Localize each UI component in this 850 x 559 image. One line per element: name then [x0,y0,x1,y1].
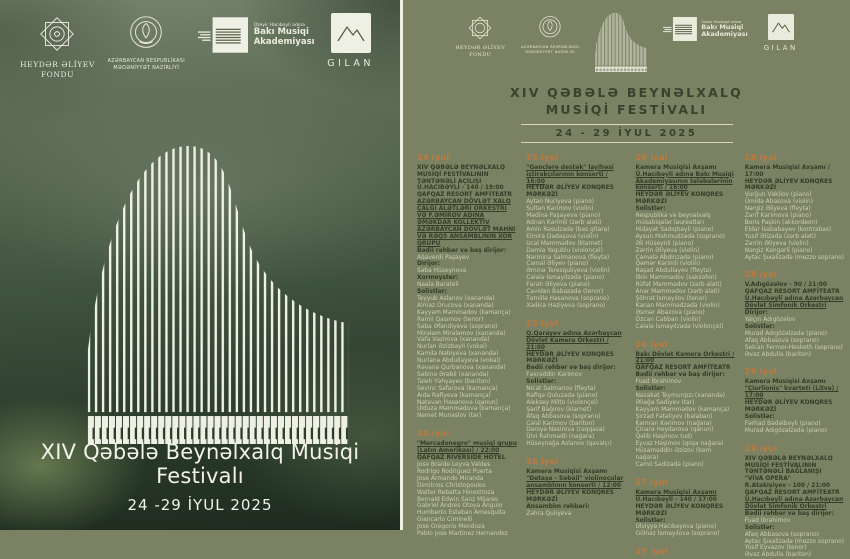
program-column [636,153,736,559]
event-line: Bernald Edwin Sanz Mijares [417,496,499,503]
event-line: Solistlər: [526,379,557,386]
event-line: Nəzakət Teymurqızı (xanəndə) [635,392,726,399]
event-line: Sultan Kərimov (violin) [526,206,594,213]
event-block [745,153,845,262]
event-date: 26 iyul [526,457,559,467]
event-line: Qəlib Həşimov (ud) [635,434,693,441]
ministry-label [521,45,579,55]
program-title [403,85,850,119]
event-line: Nərgiz Kəngərli (piano) [744,247,813,254]
event-line: Solistlər: [744,323,775,330]
event-line: HEYDƏR ƏLİYEV KONQRES MƏRKƏZİ [635,503,724,517]
event-line: Adnan Kərimli (zərb aləti) [526,220,602,226]
ornament-star-icon [466,14,494,42]
ministry-label-line2: MƏDƏNİYYƏT NAZİRLİYİ [525,50,575,55]
event-line: QAFQAZ RESORT AMFİTEATR [417,192,512,199]
event-line: Ü.Hacıbəyli - 140 / 17:00 [635,496,717,503]
event-block [636,153,736,331]
event-line: Boris Paşkin (akkordeon) [744,220,818,226]
event-line: Nətəvan Həsənova (qanun) [417,399,498,406]
event-date: 29 iyul [744,443,778,453]
fund-label-line2: FONDU [469,51,492,58]
event-line: Kənan Məmmədzadə (violin) [635,302,720,309]
program-columns [403,143,850,559]
event-line: Ü.Hacıbəyli adına Azərbaycan Dövlət Simfonik Orkestri [744,497,844,510]
event-date: 25 iyul [526,152,559,162]
event-line: Mədinə Paşayeva (piano) [526,213,601,220]
event-line: Ü.Hacıbəyli adına Bakı Musiqi Akademiyasının tələbələrinin konserti / 16:00 [635,171,734,192]
event-line: Yalçın Adıgözəlov [744,316,796,323]
event-line: Giancarlo Ciminelli [417,517,473,524]
event-line: Respublika və beynəlxalq müsabiqələr laureatları [635,213,711,226]
event-line: Fuad İbrahimov [635,379,682,386]
event-line: Aleksey Milto (violonçel) [526,399,598,406]
event-line: QAFQAZ RİVERSİDE HOTEL [417,455,506,462]
event-line: Humberto Esteban Amesquita [417,510,506,517]
event-line: Yusif Əlizadə (zərb aləti) [744,233,817,240]
event-line: Xədicə Həziyeva (soprano) [526,302,606,309]
event-line: İlkin Məmmədov (saksofon) [635,275,717,282]
culture-ministry-logo-small [521,14,579,55]
event-line: Vəfa Vəzirova (xanəndə) [417,337,490,344]
event-line: "Mercadonegro" musiqi qrupu (Latın Amerikası) / 22:00 [417,441,517,455]
arch-stripes [88,146,348,412]
piano-arch-graphic [82,92,354,444]
event-line: Səbinə Ərəbli (xanəndə) [417,371,489,378]
event-line: Cəlalə İsmayılzadə (piano) [526,275,605,282]
event-line: Aysun Mahmudzadə (soprano) [635,233,725,240]
program-column [745,153,845,559]
staff-lines-icon [198,17,248,53]
event-line: Əvəz Abdulla (bariton) [744,552,812,559]
event-line: Jose Gregorio Mendoza [417,524,485,531]
event-line: Bədii rəhbər və baş dirijor: [417,247,507,254]
poster-logo-row [0,0,400,80]
event-block [636,547,736,556]
event-date: 24 iyul [417,152,450,162]
piano-arch-graphic-small [595,2,647,76]
fund-label-line2: FONDU [40,69,75,79]
event-line: Cavidan Babazadə (tenor) [526,289,604,296]
gilan-label: GILAN [763,44,798,52]
mountain-icon [768,14,794,40]
event-line: Bakı Dövlət Kamera Orkestri / 21:00 [635,351,735,365]
event-line: Dəniyə Nəsirova (rəqqasə) [526,427,605,434]
event-line: Ucal Məmmədov (klarnet) [526,240,603,247]
heydar-aliyev-fund-logo [20,13,95,80]
event-line: Kamran Kərimov (nağara) [635,420,712,427]
event-line: Cəmil Sədizadə (piano) [635,462,704,468]
event-line: Amin Rəsulzadə (bas gitara) [526,226,610,233]
event-line: Kəyyam Məmmədov (kamança) [635,406,730,413]
event-line: Zərrin Əliyeva (violin) [744,240,809,247]
event-line: Solistlər: [635,206,666,213]
poster-title: XIV Qəbələ Beynəlxalq Musiqi Festivalı [40,440,360,488]
event-line: Əsmər Abazova (piano) [635,309,705,316]
event-line: Eldar İsababayev (kontrabas) [744,226,832,233]
event-line: Rüfət Məmmədov (zərb aləti) [635,282,722,289]
event-line: Ağaverdi Paşayev [417,254,470,261]
event-line: Selcan Fermor-Hesketh (soprano) [744,344,843,351]
event-line: Hidayət Sadıqbəyli (piano) [635,226,714,233]
event-line: Xormeyster: [417,275,459,282]
event-line: QAFQAZ RESORT AMFİTEATR [744,490,840,497]
event-line: Əminə Teresquliyeva (violin) [526,268,610,275]
event-line: Solistlər: [635,517,666,524]
event-line: Təmillə Həsənova (soprano) [526,295,610,302]
event-line: Fəxrəddin Kərimov [526,372,582,379]
event-line: Bədii rəhbər və baş dirijor: [744,510,834,517]
event-line: Nərgiz Əliyeva (fleyta) [744,206,811,213]
event-line: Fuad İbrahimov [744,517,791,524]
ornament-star-icon [36,13,78,55]
event-line: Yusif Eyvazov (tenor) [744,545,807,552]
event-line: Çəmalə Abdinzadə (piano) [635,254,714,261]
event-line: Qəmər Kərimli (violin) [635,261,701,268]
event-date: 27 iyul [635,477,668,487]
event-date: 25 iyul [526,318,559,328]
event-date: 29 iyul [744,367,778,377]
event-line: Walter Rebatta Hinostroza [417,489,495,496]
event-line: "VİVA OPERA" [744,476,791,483]
event-date: 24 iyul [417,429,450,439]
event-line: Naala Barateli [417,282,459,289]
heydar-aliyev-fund-logo-small [455,14,505,58]
event-line: Kamilə Nəbiyeva (xanəndə) [417,351,499,358]
gilan-logo-small [764,14,798,52]
event-block [745,444,845,559]
event-line: Ü.Hacıbəyli adına Azərbaycan Dövlət Simfonik Orkestri [744,296,844,310]
event-line: Murad Adıgözəlzadə (piano) [744,427,828,434]
program-column [417,153,517,559]
event-line: Solistlər: [417,289,447,296]
state-emblem-icon [125,13,167,55]
event-line: Dimitrios Christopoulos [417,482,486,489]
event-line: Ümidə Abasova (violin) [744,199,814,206]
event-line: Solistlər: [635,386,666,393]
event-line: Ülviyyə Hacıbəyova (piano) [635,524,717,531]
gilan-label: GILAN [327,58,374,69]
ministry-label [108,59,185,72]
event-line: Kamera Musiqisi Axşamı [635,164,717,171]
event-line: Aytac Şıxəlizadə (mezzo soprano) [744,254,844,261]
program-dates: 24 - 29 İYUL 2025 [521,124,733,143]
event-line: Hüsaməddin Əzizov (bəm nağara) [635,448,712,462]
event-line: Kəyyam Məmmədov (kamança) [417,309,511,316]
event-line: Ramil Qasımov (tenor) [417,316,484,323]
event-line: Damla Yaqublu (violonçel) [526,247,603,254]
event-line: Elmira Dadaşova (violin) [526,233,599,240]
program-title-line1: XIV QƏBƏLƏ BEYNƏLXALQ [510,85,743,100]
event-line: XIV QƏBƏLƏ BEYNƏLXALQ MUSİQİ FESTİVALININ TƏNTƏNƏLİ AÇILIŞI [417,164,505,185]
event-line: HEYDƏR ƏLİYEV KONQRES MƏRKƏZİ [635,192,724,206]
event-line: Camal Əliyev (piano) [526,261,589,268]
event-line: Aytən Nuriyeva (piano) [526,199,595,206]
event-line: Əliağa Sədiyev (tar) [635,399,695,406]
ministry-label-line1: AZƏRBAYCAN RESPUBLİKASI [107,59,186,64]
event-line: Şöhrət İsmayılov (tenor) [635,295,707,302]
event-block [636,340,736,469]
program-logo-row [403,0,850,76]
event-line: Q.Qarayev adına Azərbaycan Dövlət Kamera Orkestri / 21:00 [526,330,622,351]
program-panel [403,0,850,559]
baku-music-academy-logo [198,17,315,53]
ministry-label-line2: MƏDƏNİYYƏT NAZİRLİYİ [113,65,180,71]
bma-label-line1: Bakı Musiqi [701,22,744,31]
event-line: Gabriel Andres Otoya Angulo [417,503,503,510]
fund-label-line1: HEYDƏR ƏLİYEV [455,45,506,51]
event-date: 26 iyul [635,152,668,162]
event-line: HEYDƏR ƏLİYEV KONQRES MƏRKƏZİ [526,351,614,365]
event-line: Fərəh Əliyeva (piano) [526,282,590,289]
event-block [745,270,845,358]
event-date: 28 iyul [744,270,778,280]
event-line: HEYDƏR ƏLİYEV KONQRES MƏRKƏZİ [526,185,614,199]
event-line: Anar Məmmədov (zərb aləti) [635,289,720,296]
event-date: 26 iyul [635,339,668,349]
bma-label-small: Üzeyir Hacıbəyli adına [253,22,305,28]
program-title-line2: MUSİQİ FESTİVALI [545,101,708,117]
event-line: Nərminə Salmanova (fleyta) [526,254,610,261]
ministry-label-line1: AZƏRBAYCAN RESPUBLİKASI [521,45,580,49]
event-line: V.Adıgözəlov - 90 / 21:00 [744,282,827,289]
event-line: Özcan Cabbarı (violin) [635,316,701,323]
event-date: 27 iyul [635,547,668,557]
event-line: Kamera Musiqisi Axşamı [635,489,717,496]
event-line: Rəşad Abdullayev (fleyta) [635,268,712,275]
poster-dates: 24 -29 İYUL 2025 [127,496,273,514]
event-line: Almaz Orucova (xanəndə) [417,302,494,309]
event-line: Dirijor: [744,310,768,317]
event-block [526,457,626,517]
event-line: Rodrigo Rodriguez Puerta [417,468,492,475]
event-line: Ulduzə Məmmədova (kamança) [417,406,511,413]
bma-label-line2: Akademiyası [253,36,315,47]
event-line: Jose Armando Miranda [417,475,484,482]
event-line: Mirələm Mirələmov (xanəndə) [417,330,506,337]
event-block [417,429,517,538]
event-line: Səba Hüseynova [417,268,467,275]
event-block [636,478,736,538]
event-line: Afaq Abbasova (soprano) [744,337,820,344]
event-line: Zəhra Quliyeva [526,510,572,517]
event-line: QAFQAZ RESORT AMFİTEATR [744,289,840,296]
event-block [417,153,517,421]
event-line: Gülnaz İsmayılova (soprano) [635,531,720,538]
event-line: Nicat Salmanov (fleyta) [526,386,596,393]
event-line: Səba Əfəndiyeva (soprano) [417,323,498,330]
event-line: Kamera Musiqisi Axşamı [744,379,826,386]
event-line: Ülvi Rəhmədli (nağara) [526,434,595,441]
event-line: Şirzad Fətəliyev (balaban) [635,413,713,420]
event-line: Afaq Abbasova (soprano) [744,531,820,538]
event-line: Nurlan Əzizbəyli (vokal) [417,344,488,351]
event-line: Pablo Jose Martinez Hernandez [417,531,508,538]
event-line: Kamera Musiqisi Axşamı / 17:00 [744,164,830,178]
event-line: Bədii rəhbər və baş dirijor: [635,372,725,379]
event-line: "Detaşe - Səbail" violinoçular ansamblının konserti / 12:00 [526,476,624,489]
gilan-logo [327,13,374,69]
program-column [526,153,626,559]
event-line: Eyvaz Həşimov (qoşa nağara) [635,441,724,448]
event-line: Rəfiqə Quluzadə (piano) [526,392,598,399]
event-line: Ü.HACIBƏYLİ - 140 / 19:00 [417,185,504,192]
event-line: Əvəz Abdulla (bariton) [744,351,812,358]
event-line: QAFQAZ RESORT AMFİTEATR [635,365,731,372]
event-line: Kamera Musiqisi Axşamı [526,469,608,476]
event-line: Aytac Şıxəlizadə (mezzo soprano) [744,538,844,545]
event-line: Nurlana Abdullayeva (vokal) [417,358,501,365]
event-line: Zərrin Əliyeva (violin) [635,247,700,254]
event-line: Jose Braide Leyva Valdes [417,462,491,468]
event-line: Ansamblın rəhbəri: [526,503,590,510]
event-line: Hüseynağa Aslanov (qavalçı) [526,441,612,448]
baku-music-academy-logo-small [663,17,748,41]
event-line: Nemət Munaslov (tar) [417,413,482,420]
event-line: HEYDƏR ƏLİYEV KONQRES MƏRKƏZİ [526,489,614,503]
event-line: Cəlal Kərimov (bariton) [526,420,595,427]
bma-label-line1: Bakı Musiqi [253,26,309,37]
mountain-icon [331,13,371,53]
event-line: Çinarə Heydərova (qanun) [635,427,714,434]
event-line: Əli Hüseynli (piano) [635,240,694,247]
event-line: Bədii rəhbər və baş dirijor: [526,365,616,372]
event-line: AZƏRBAYCAN DÖVLƏT XALQ ÇALĞI ALƏTLƏRİ ORKESTRİ VƏ F.ƏMİROV ADINA ƏMƏKDAR KOLLEKTİV AZƏRBAYCAN DÖVLƏT MAHNI VƏ RƏQS ANSAMBLININ XOR QRUPU [417,199,516,247]
fund-label-line1: HEYDƏR ƏLİYEV [20,60,95,69]
event-line: XIV QƏBƏLƏ BEYNƏLXALQ MUSİQİ FESTİVALININ TƏNTƏNƏLİ BAĞLANIŞI [744,455,833,476]
event-line: Fərhad Bədəlbəyli (piano) [744,420,821,427]
event-block [745,367,845,434]
event-block [526,153,626,310]
culture-ministry-logo [108,13,185,72]
event-line: Rəvanə Qurbanova (xanəndə) [417,365,506,372]
event-line: Şərif Bağırov (klarnet) [526,406,592,413]
event-line: Solistlər: [744,524,775,531]
event-line: Aidə Rəfiyeva (kamança) [417,392,491,399]
event-line: "Çiurlionis" kvarteti (Litva) / 17:00 [744,386,839,400]
event-line: HEYDƏR ƏLİYEV KONQRES MƏRKƏZİ [744,400,833,414]
poster-panel [0,0,400,530]
state-emblem-icon [536,14,564,42]
event-line: Cəlalə İsmayılzadə (violonçel) [635,323,724,330]
event-line: Afaq Abbasova (soprano) [526,413,601,420]
event-line: Sevinc Səfərova (kamança) [417,385,498,392]
event-line: Solistlər: [744,413,775,420]
event-line: Teyyub Aslanov (xanəndə) [417,295,495,302]
event-line: Zərif Kərimova (piano) [744,213,812,220]
event-date: 28 iyul [744,152,778,162]
event-line: Taleh Yəhyayev (bariton) [417,378,491,385]
bma-label-small: Üzeyir Hacıbəyli adına [701,19,742,24]
event-line: R.Atakişiyev - 100 / 21:00 [744,483,830,490]
event-line: Dirijor: [417,261,441,268]
event-line: Murad Adıgözəlzadə (piano) [744,330,828,337]
staff-lines-icon [663,17,697,41]
event-line: HEYDƏR ƏLİYEV KONQRES MƏRKƏZİ [744,178,833,192]
event-block [526,319,626,448]
bma-label-line2: Akademiyası [701,30,748,38]
event-line: "Gənclərə dəstək" layihəsi iştirakçılarının konserti / 16:00 [526,164,614,185]
event-line: Vurğun Vəkilov (piano) [744,192,812,199]
